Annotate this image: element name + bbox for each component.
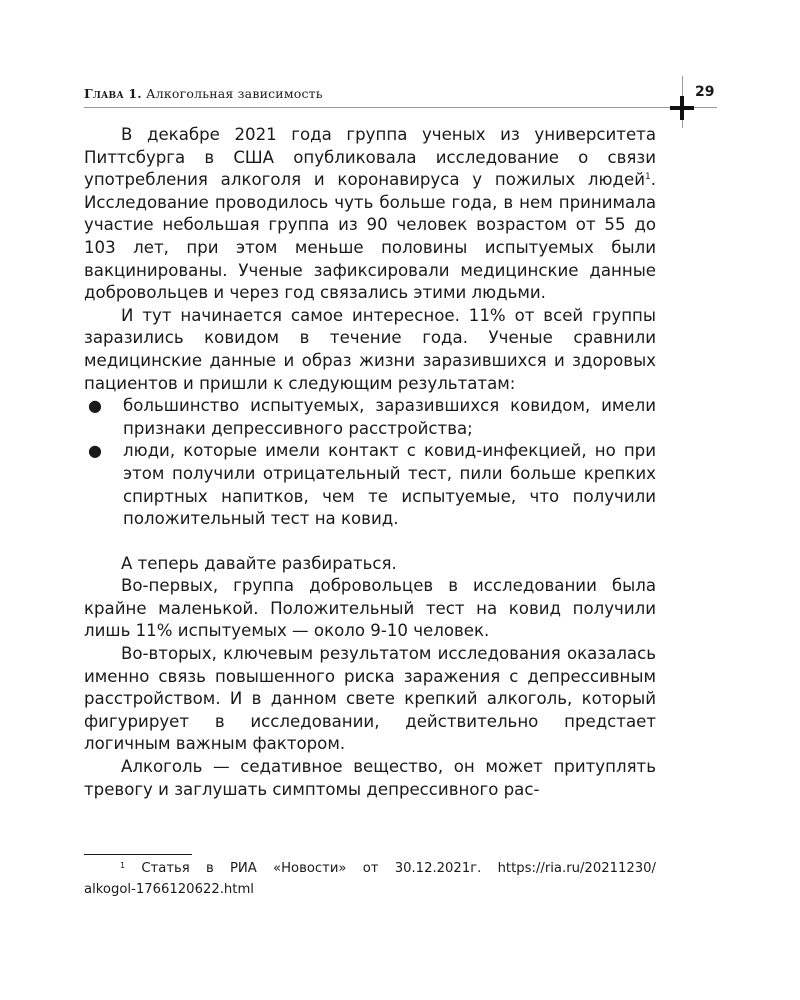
list-item <box>84 440 656 530</box>
paragraph-4: Во-первых, группа добровольцев в исследовании была крайне маленькой. Положительный тест на ковид получили лишь 11% испытуемых — около 9-10 человек. <box>84 576 656 641</box>
paragraph-1-text: В декабре 2021 года группа ученых из университета Питтсбурга в США опубликовала исследование о связи употребления алкоголя и коронавируса у пожилых людей <box>84 125 656 190</box>
paragraph-2: И тут начинается самое интересное. 11% от всей группы заразились ковидом в течение года. Ученые сравнили медицинские данные и образ жизни заразившихся и здоровых пациентов и пришли к следующим результатам: <box>84 305 656 393</box>
chapter-label: Глава 1. <box>84 86 142 101</box>
footnote-marker: 1 <box>120 861 126 870</box>
crop-mark-icon <box>668 94 696 122</box>
results-list <box>84 395 656 531</box>
running-header <box>84 86 680 101</box>
paragraph-5: Во-вторых, ключевым результатом исследования оказалась именно связь повышенного риска заражения с депрессивным расстройством. И в данном свете крепкий алкоголь, который фигурирует в исследовании, действительно предстает логичным важным фактором. <box>84 644 656 754</box>
bullet-icon: ● <box>88 396 102 416</box>
chapter-title: Алкогольная зависимость <box>146 86 323 101</box>
footnote <box>84 859 656 900</box>
footnote-text-2[interactable]: alkogol-1766120622.html <box>84 881 254 897</box>
footnote-line-1 <box>84 859 656 880</box>
list-item <box>84 395 656 440</box>
header-rule <box>84 107 717 108</box>
paragraph-1 <box>84 124 656 305</box>
footnote-ref[interactable]: 1 <box>644 172 651 183</box>
body-text <box>84 124 656 801</box>
paragraph-1-end: . Исследование проводилось чуть больше года, в нем принимала участие небольшая группа из 90 человек возрастом от 55 до 103 лет, при этом меньше половины испытуемых были вакцинированы. Ученые зафиксировали медицинские данные добровольцев и через год связались этими людьми. <box>84 170 656 303</box>
bullet-icon: ● <box>88 441 102 461</box>
list-item-text: большинство испытуемых, заразившихся ковидом, имели признаки депрессивного расстройства; <box>123 396 656 438</box>
page-number: 29 <box>695 84 715 100</box>
footnote-text-1[interactable]: Статья в РИА «Новости» от 30.12.2021г. https://ria.ru/20211230/ <box>141 861 656 876</box>
footnote-rule <box>84 854 192 855</box>
paragraph-3: А теперь давайте разбираться. <box>121 553 397 573</box>
paragraph-6: Алкоголь — седативное вещество, он может притуплять тревогу и заглушать симптомы депрессивного рас- <box>84 757 656 799</box>
list-item-text: люди, которые имели контакт с ковид-инфекцией, но при этом получили отрицательный тест, пили больше крепких спиртных напитков, чем те испытуемые, что получили положительный тест на ковид. <box>123 441 656 529</box>
